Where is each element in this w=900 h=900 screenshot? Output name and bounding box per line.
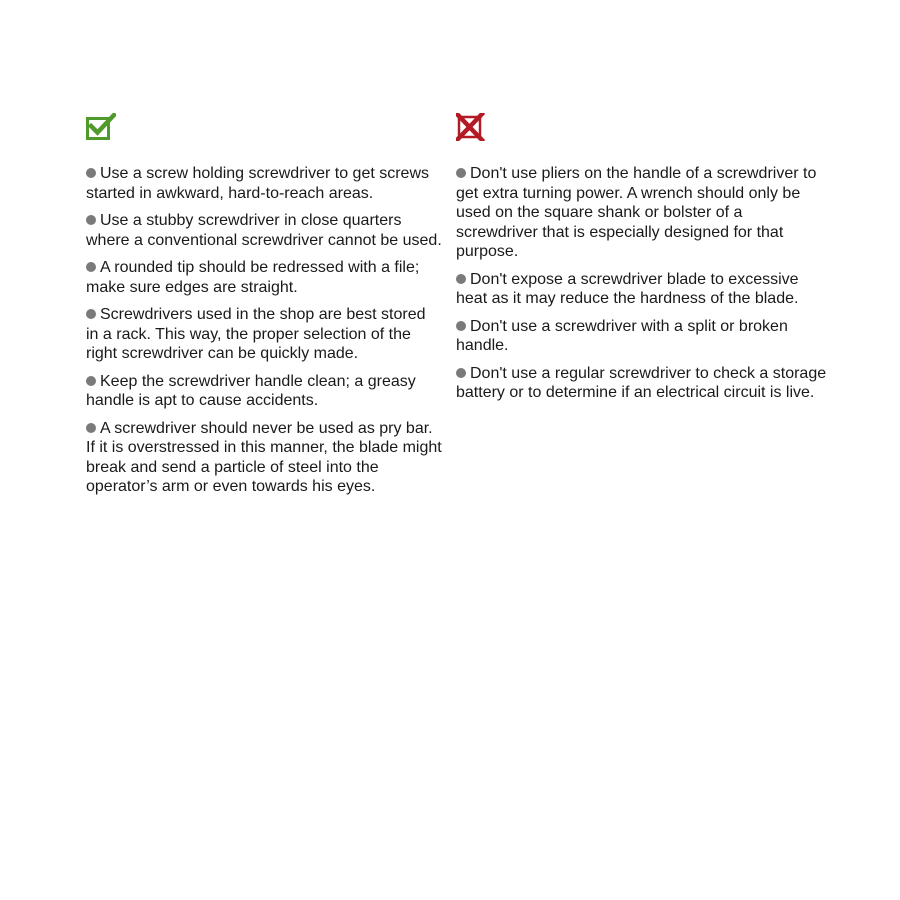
- dont-list: [456, 164, 828, 403]
- list-item: [456, 164, 828, 262]
- do-column: [86, 113, 442, 505]
- list-item: [86, 305, 442, 364]
- item-text: A screwdriver should never be used as pry bar. If it is overstressed in this manner, the blade might break and send a particle of steel into the operator’s arm or even towards his eyes.: [86, 419, 442, 495]
- item-text: Use a screw holding screwdriver to get screws started in awkward, hard-to-reach areas.: [86, 165, 430, 202]
- list-item: [456, 270, 828, 309]
- bullet-icon: [456, 321, 466, 331]
- bullet-icon: [86, 423, 96, 433]
- bullet-icon: [456, 368, 466, 378]
- green-checkbox-icon: [86, 113, 116, 141]
- list-item: [86, 258, 442, 297]
- bullet-icon: [86, 215, 96, 225]
- bullet-icon: [456, 274, 466, 284]
- item-text: Don't expose a screwdriver blade to excessive heat as it may reduce the hardness of the blade.: [456, 270, 799, 307]
- red-cross-box-icon: [456, 113, 486, 141]
- item-text: Don't use pliers on the handle of a screwdriver to get extra turning power. A wrench should only be used on the square shank or bolster of a screwdriver that is especially designed for that purpose.: [456, 165, 817, 260]
- bullet-icon: [86, 376, 96, 386]
- bullet-icon: [456, 168, 466, 178]
- list-item: [456, 317, 828, 356]
- list-item: [86, 164, 442, 203]
- bullet-icon: [86, 262, 96, 272]
- item-text: Don't use a screwdriver with a split or broken handle.: [456, 317, 788, 354]
- list-item: [86, 419, 442, 497]
- item-text: Keep the screwdriver handle clean; a greasy handle is apt to cause accidents.: [86, 372, 416, 409]
- bullet-icon: [86, 168, 96, 178]
- item-text: Use a stubby screwdriver in close quarters where a conventional screwdriver cannot be used.: [86, 212, 442, 249]
- list-item: [456, 364, 828, 403]
- list-item: [86, 372, 442, 411]
- dont-column: [456, 113, 828, 411]
- item-text: Don't use a regular screwdriver to check a storage battery or to determine if an electrical circuit is live.: [456, 364, 827, 401]
- list-item: [86, 211, 442, 250]
- item-text: A rounded tip should be redressed with a file; make sure edges are straight.: [86, 259, 420, 296]
- do-list: [86, 164, 442, 497]
- bullet-icon: [86, 309, 96, 319]
- item-text: Screwdrivers used in the shop are best stored in a rack. This way, the proper selection of the right screwdriver can be quickly made.: [86, 306, 426, 362]
